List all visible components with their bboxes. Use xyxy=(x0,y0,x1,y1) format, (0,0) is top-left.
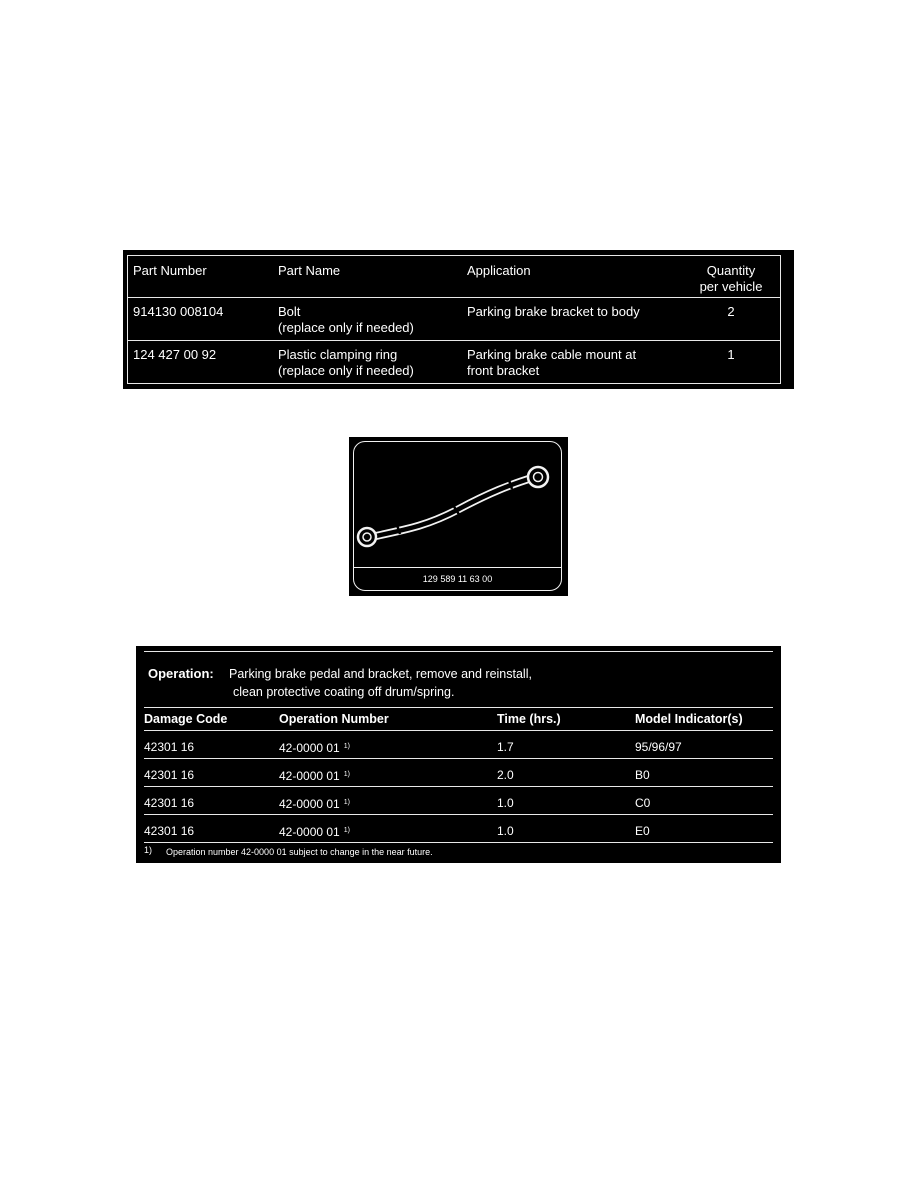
row2-quantity: 1 xyxy=(727,347,735,362)
labor-row2-model-indicator: B0 xyxy=(635,768,650,782)
tool-rod-illustration xyxy=(349,437,568,596)
labor-row1-time: 1.7 xyxy=(497,740,514,754)
row2-part-number: 124 427 00 92 xyxy=(133,347,217,362)
footnote-marker: 1) xyxy=(343,743,350,750)
parts-row-divider xyxy=(128,340,780,341)
labor-row1-model-indicator: 95/96/97 xyxy=(635,740,682,754)
parts-table xyxy=(123,250,794,389)
row1-application: Parking brake bracket to body xyxy=(467,304,640,319)
header-application: Application xyxy=(467,263,531,278)
labor-row-rule xyxy=(144,786,773,787)
row2-application xyxy=(467,347,636,379)
figure-caption: 129 589 11 63 00 xyxy=(422,574,493,584)
operation-label: Operation: xyxy=(148,666,214,681)
labor-row3-model-indicator: C0 xyxy=(635,796,651,810)
footnote-marker: 1) xyxy=(343,799,350,806)
labor-top-rule xyxy=(144,651,773,652)
labor-row2-time: 2.0 xyxy=(497,768,514,782)
footnote-marker: 1) xyxy=(343,827,350,834)
labor-row-rule xyxy=(144,814,773,815)
header-operation-number: Operation Number xyxy=(279,712,389,726)
row1-part-name-line1: Bolt xyxy=(278,304,301,319)
labor-header-bottom-rule xyxy=(144,730,773,731)
labor-row1-operation-number: 42-0000 01 $^{1)}$ xyxy=(279,741,350,755)
row2-part-name xyxy=(278,347,414,379)
labor-row4-operation-number: 42-0000 01 $^{1)}$ xyxy=(279,825,350,839)
row2-part-name-line2: (replace only if needed) xyxy=(278,363,414,378)
footnote-marker: 1) xyxy=(343,771,350,778)
labor-row4-damage-code: 42301 16 xyxy=(144,824,195,838)
row1-part-number: 914130 008104 xyxy=(133,304,224,319)
operation-description-line2: clean protective coating off drum/spring. xyxy=(233,685,455,699)
row2-part-name-line1: Plastic clamping ring xyxy=(278,347,398,362)
labor-row2-damage-code: 42301 16 xyxy=(144,768,195,782)
labor-table xyxy=(136,646,781,863)
header-quantity-line1: Quantity xyxy=(706,263,756,278)
row1-part-name-line2: (replace only if needed) xyxy=(278,320,414,335)
parts-header-divider xyxy=(128,297,780,298)
row1-part-name xyxy=(278,304,414,336)
footnote-marker-label: 1) xyxy=(144,845,153,855)
figure-caption-divider xyxy=(353,567,562,568)
tool-figure xyxy=(349,437,568,596)
labor-row4-time: 1.0 xyxy=(497,824,514,838)
labor-row1-damage-code: 42301 16 xyxy=(144,740,195,754)
header-quantity-line2: per vehicle xyxy=(699,279,763,294)
row1-quantity: 2 xyxy=(727,304,735,319)
labor-row3-time: 1.0 xyxy=(497,796,514,810)
labor-row2-operation-number: 42-0000 01 $^{1)}$ xyxy=(279,769,350,783)
labor-header-top-rule xyxy=(144,707,773,708)
parts-table-frame xyxy=(127,255,781,384)
labor-row-rule xyxy=(144,758,773,759)
header-time: Time (hrs.) xyxy=(497,712,561,726)
header-damage-code: Damage Code xyxy=(144,712,228,726)
labor-bottom-rule xyxy=(144,842,773,843)
labor-row3-damage-code: 42301 16 xyxy=(144,796,195,810)
operation-description-line1: Parking brake pedal and bracket, remove and reinstall, xyxy=(229,667,532,681)
header-quantity xyxy=(681,263,781,295)
row2-application-line1: Parking brake cable mount at xyxy=(467,347,637,362)
header-part-number: Part Number xyxy=(133,263,207,278)
labor-row4-model-indicator: E0 xyxy=(635,824,650,838)
labor-row3-operation-number: 42-0000 01 $^{1)}$ xyxy=(279,797,350,811)
footnote-text: Operation number 42-0000 01 subject to change in the near future. xyxy=(166,847,433,857)
header-model-indicator: Model Indicator(s) xyxy=(635,712,743,726)
row2-application-line2: front bracket xyxy=(467,363,540,378)
header-part-name: Part Name xyxy=(278,263,341,278)
